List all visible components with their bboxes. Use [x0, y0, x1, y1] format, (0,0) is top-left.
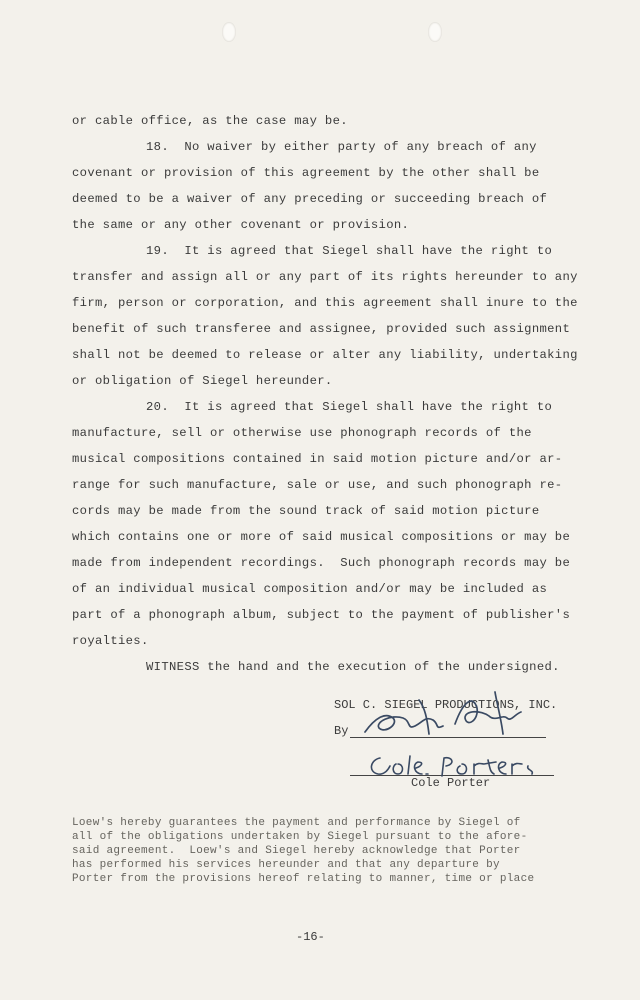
body-line: cords may be made from the sound track of said motion picture [72, 504, 540, 518]
body-line: benefit of such transferee and assignee, provided such assignment [72, 322, 571, 336]
guarantee-line: Porter from the provisions hereof relating to manner, time or place [72, 873, 535, 885]
page-number: -16- [296, 930, 325, 944]
body-line: covenant or provision of this agreement by the other shall be [72, 166, 540, 180]
paragraph-20-start: 20. It is agreed that Siegel shall have the right to [146, 400, 553, 414]
company-name: SOL C. SIEGEL PRODUCTIONS, INC. [334, 698, 558, 712]
body-line: made from independent recordings. Such phonograph records may be [72, 556, 571, 570]
body-line: or cable office, as the case may be. [72, 114, 348, 128]
signer-name: Cole Porter [411, 776, 491, 790]
paragraph-18-start: 18. No waiver by either party of any breach of any [146, 140, 537, 154]
guarantee-line: all of the obligations undertaken by Siegel pursuant to the afore- [72, 831, 528, 843]
body-line: of an individual musical composition and/or may be included as [72, 582, 548, 596]
body-line: manufacture, sell or otherwise use phonograph records of the [72, 426, 532, 440]
body-line: or obligation of Siegel hereunder. [72, 374, 333, 388]
punch-hole [428, 22, 442, 42]
witness-line: WITNESS the hand and the execution of the undersigned. [146, 660, 560, 674]
punch-hole [222, 22, 236, 42]
guarantee-line: said agreement. Loew's and Siegel hereby acknowledge that Porter [72, 845, 521, 857]
body-line: part of a phonograph album, subject to the payment of publisher's [72, 608, 571, 622]
body-line: royalties. [72, 634, 149, 648]
body-line: range for such manufacture, sale or use, and such phonograph re- [72, 478, 563, 492]
porter-signature [366, 750, 556, 782]
body-line: firm, person or corporation, and this agreement shall inure to the [72, 296, 578, 310]
body-line: musical compositions contained in said motion picture and/or ar- [72, 452, 563, 466]
body-line: deemed to be a waiver of any preceding or succeeding breach of [72, 192, 548, 206]
body-line: the same or any other covenant or provision. [72, 218, 410, 232]
paragraph-19-start: 19. It is agreed that Siegel shall have the right to [146, 244, 553, 258]
body-line: shall not be deemed to release or alter any liability, undertaking [72, 348, 578, 362]
siegel-signature [355, 688, 545, 740]
guarantee-line: has performed his services hereunder and that any departure by [72, 859, 500, 871]
guarantee-line: Loew's hereby guarantees the payment and performance by Siegel of [72, 817, 521, 829]
body-line: which contains one or more of said musical compositions or may be [72, 530, 571, 544]
body-line: transfer and assign all or any part of its rights hereunder to any [72, 270, 578, 284]
by-label: By [334, 724, 349, 738]
